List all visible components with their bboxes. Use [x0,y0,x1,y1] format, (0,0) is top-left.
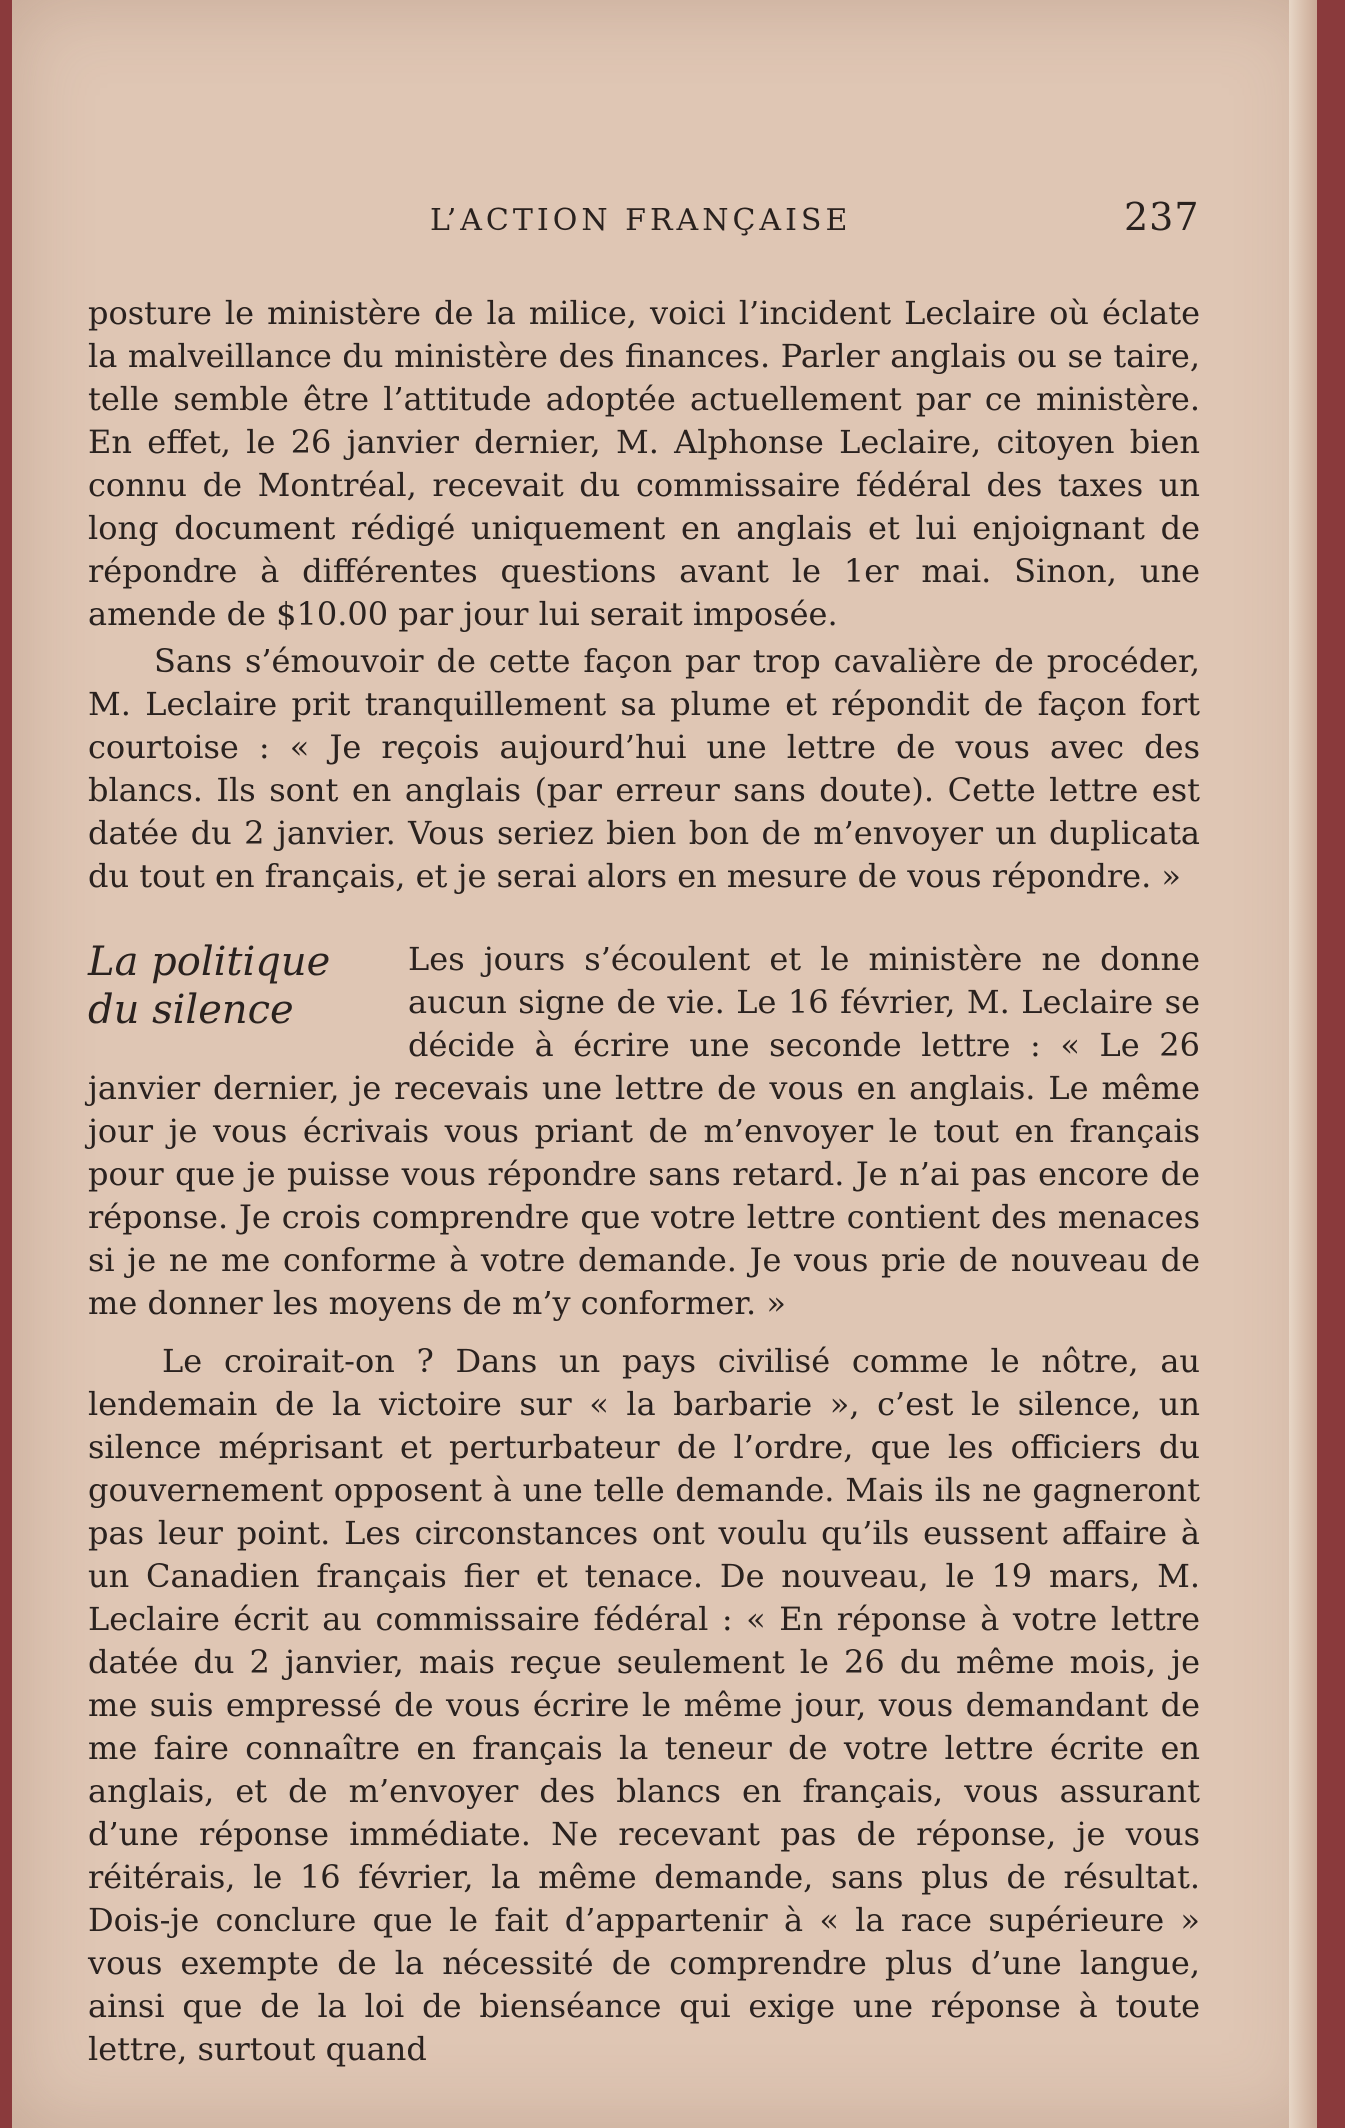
paragraph-2: Sans s’émouvoir de cette façon par trop cavalière de procéder, M. Leclaire prit tranquillement sa plume et répondit de façon fort courtoise : « Je reçois aujourd’hui une lettre de vous avec des blancs. Ils sont en anglais (par erreur sans doute). Cette lettre est datée du 2 janvier. Vous seriez bien bon de m’envoyer un duplicata du tout en français, et je serai alors en mesure de vous répondre. » [88,642,1200,895]
marginal-note-line-2: du silence [88,987,294,1033]
running-title: L’ACTION FRANÇAISE [430,203,852,238]
page-number: 237 [1124,195,1200,239]
marginal-note-line-1: La politique [88,939,331,985]
page-edge [1289,0,1317,2128]
paragraph-1: posture le ministère de la milice, voici l’incident Leclaire où éclate la malveillance du ministère des finances. Parler anglais ou se taire, telle semble être l’attitude adoptée actuellement par ce ministère. En effet, le 26 janvier dernier, M. Alphonse Leclaire, citoyen bien connu de Montréal, recevait du commissaire fédéral des taxes un long document rédigé uniquement en anglais et lui enjoignant de répondre à différentes questions avant le 1er mai. Sinon, une amende de $10.00 par jour lui serait imposée. [88,294,1200,633]
paragraph-3: Les jours s’écoulent et le ministère ne donne aucun signe de vie. Le 16 février, M. Leclaire se décide à écrire une seconde lettre : « Le 26 janvier dernier, je recevais une lettre de vous en anglais. Le même jour je vous écrivais vous priant de m’envoyer le tout en français pour que je puisse vous répondre sans retard. Je n’ai pas encore de réponse. Je crois comprendre que votre lettre contient des menaces si je ne me conforme à votre demande. Je vous prie de nouveau de me donner les moyens de m’y conformer. » [88,940,1200,1322]
paragraph-3-block [88,938,1200,1325]
book-page [12,0,1317,2128]
paragraph-4: Le croirait-on ? Dans un pays civilisé comme le nôtre, au lendemain de la victoire sur « la barbarie », c’est le silence, un silence méprisant et perturbateur de l’ordre, que les officiers du gouvernement opposent à une telle demande. Mais ils ne gagneront pas leur point. Les circonstances ont voulu qu’ils eussent affaire à un Canadien français fier et tenace. De nouveau, le 19 mars, M. Leclaire écrit au commissaire fédéral : « En réponse à votre lettre datée du 2 janvier, mais reçue seulement le 26 du même mois, je me suis empressé de vous écrire le même jour, vous demandant de me faire connaître en français la teneur de votre lettre écrite en anglais, et de m’envoyer des blancs en français, vous assurant d’une réponse immédiate. Ne recevant pas de réponse, je vous réitérais, le 16 février, la même demande, sans plus de résultat. Dois-je conclure que le fait d’appartenir à « la race supérieure » vous exempte de la nécessité de comprendre plus d’une langue, ainsi que de la loi de bienséance qui exige une réponse à toute lettre, surtout quand [88,1342,1200,2068]
marginal-note [88,938,388,1058]
running-header [12,195,1317,239]
